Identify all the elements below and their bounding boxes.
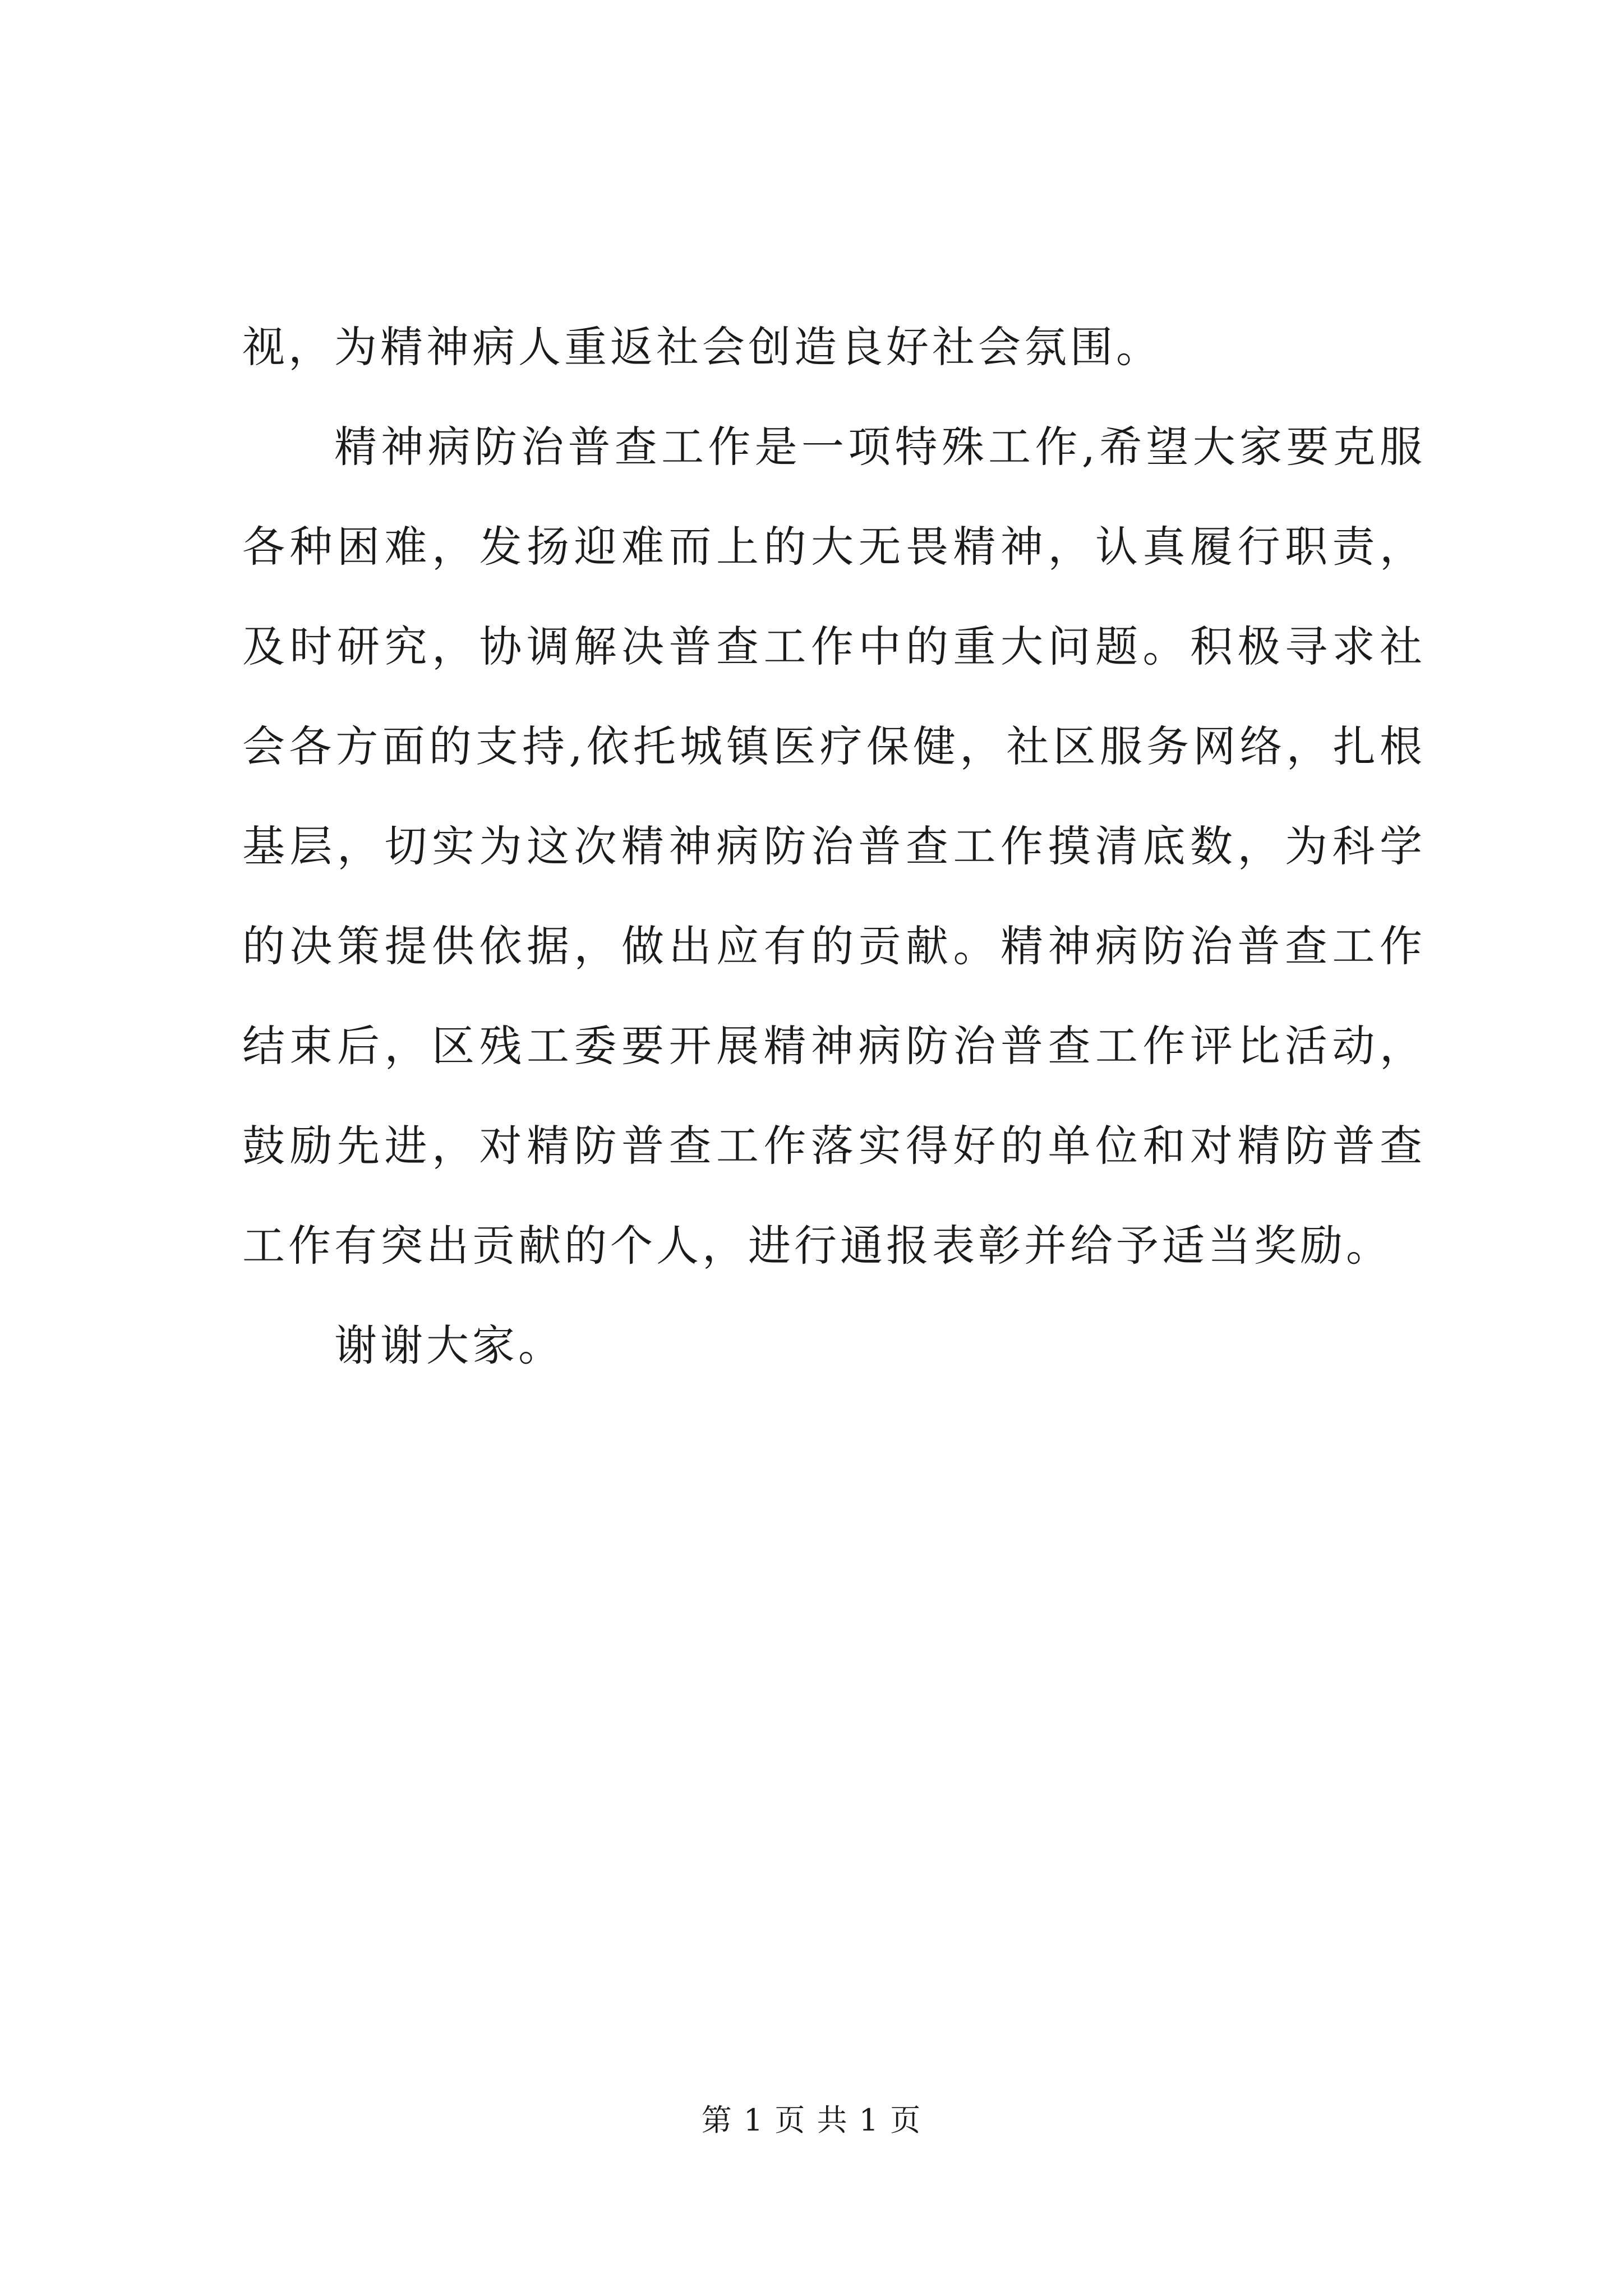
paragraph-closing: 谢谢大家。 (334, 1320, 564, 1370)
page-number: 第 1 页 共 1 页 (701, 2102, 922, 2138)
paragraph-continuation: 视，为精神病人重返社会创造良好社会氛围。 (242, 322, 1162, 372)
document-body (242, 297, 1426, 1396)
page-footer (0, 2101, 1623, 2140)
paragraph-main: 精神病防治普查工作是一项特殊工作,希望大家要克服各种困难，发扬迎难而上的大无畏精神，认真履行职责，及时研究，协调解决普查工作中的重大问题。积极寻求社会各方面的支持,依托城镇医疗保健，社区服务网络，扎根基层，切实为这次精神病防治普查工作摸清底数，为科学的决策提供依据，做出应有的贡献。精神病防治普查工作结束后，区残工委要开展精神病防治普查工作评比活动，鼓励先进，对精防普查工作落实得好的单位和对精防普查工作有突出贡献的个人，进行通报表彰并给予适当奖励。 (242, 422, 1426, 1271)
